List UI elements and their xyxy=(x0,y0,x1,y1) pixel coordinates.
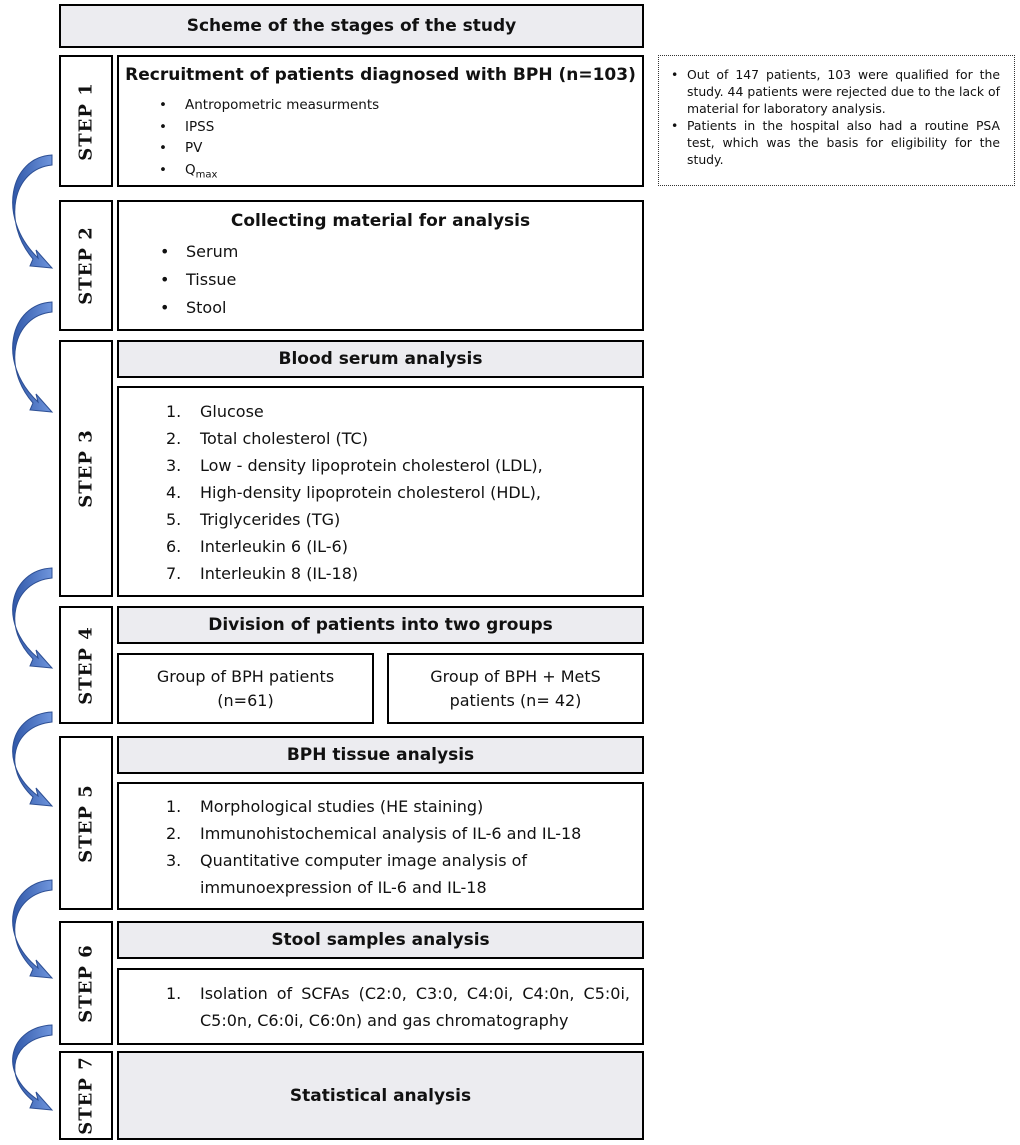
list-item: • PV xyxy=(185,138,379,160)
step-6-header: Stool samples analysis xyxy=(117,921,644,959)
step-6-label: STEP 6 xyxy=(59,921,113,1045)
group-bph: Group of BPH patients (n=61) xyxy=(117,653,374,724)
list-item: • Tissue xyxy=(186,266,238,294)
step-5-box xyxy=(117,782,644,910)
curved-arrow-3 xyxy=(13,568,52,668)
list-item: • Antropometric measurments xyxy=(185,95,379,117)
step-2-title: Collecting material for analysis xyxy=(230,211,531,231)
step-3-label: STEP 3 xyxy=(59,340,113,597)
scheme-title-text: Scheme of the stages of the study xyxy=(186,16,517,36)
step-5-header: BPH tissue analysis xyxy=(117,736,644,774)
step-2-box xyxy=(117,200,644,331)
list-item: • IPSS xyxy=(185,117,379,139)
step-1-box xyxy=(117,55,644,187)
step-3-header: Blood serum analysis xyxy=(117,340,644,378)
flow-arrows xyxy=(0,0,60,1145)
curved-arrow-4 xyxy=(13,712,52,806)
list-item xyxy=(185,160,379,186)
list-item: 2. Immunohistochemical analysis of IL-6 and IL-18 xyxy=(166,824,582,843)
step-5-list xyxy=(166,793,622,901)
q-symbol: Q xyxy=(185,161,196,178)
eligibility-note xyxy=(658,55,1015,186)
curved-arrow-5 xyxy=(13,880,52,978)
scheme-title xyxy=(59,4,644,48)
list-item: 1. Isolation of SCFAs (C2:0, C3:0, C4:0i, C4:0n, C5:0i, C5:0n, C6:0i, C6:0n) and gas chromatography xyxy=(166,984,630,1030)
step-4-label: STEP 4 xyxy=(59,606,113,724)
step-2-label: STEP 2 xyxy=(59,200,113,331)
step-1-title: Recruitment of patients diagnosed with BPH (n=103) xyxy=(125,65,636,85)
list-item: 5. Triglycerides (TG) xyxy=(166,510,341,529)
curved-arrow-2 xyxy=(13,302,52,412)
step-7-label: STEP 7 xyxy=(59,1051,113,1140)
list-item: • Stool xyxy=(186,294,238,322)
list-item: 1. Morphological studies (HE staining) xyxy=(166,797,484,816)
step-1-list xyxy=(185,95,379,186)
step-7-box: Statistical analysis xyxy=(117,1051,644,1140)
step-5-label: STEP 5 xyxy=(59,736,113,910)
step-1-label: STEP 1 xyxy=(59,55,113,187)
curved-arrow-6 xyxy=(13,1025,52,1110)
step-4-header: Division of patients into two groups xyxy=(117,606,644,644)
list-item: 4. High-density lipoprotein cholesterol (HDL), xyxy=(166,483,541,502)
q-subscript: max xyxy=(195,169,218,181)
list-item: 1. Glucose xyxy=(166,402,264,421)
group-bph-mets: Group of BPH + MetS patients (n= 42) xyxy=(387,653,644,724)
curved-arrow-1 xyxy=(13,155,52,268)
list-item: 3. Quantitative computer image analysis of immunoexpression of IL-6 and IL-18 xyxy=(166,851,528,897)
list-item: 2. Total cholesterol (TC) xyxy=(166,429,368,448)
list-item: 6. Interleukin 6 (IL-6) xyxy=(166,537,348,556)
step-6-list xyxy=(166,980,630,1034)
note-item: • Out of 147 patients, 103 were qualified for the study. 44 patients were rejected due to the lack of material for laboratory analysis. xyxy=(687,66,1000,117)
list-item: 7. Interleukin 8 (IL-18) xyxy=(166,564,359,583)
step-2-list xyxy=(186,238,238,322)
step-6-box xyxy=(117,968,644,1045)
step-3-box xyxy=(117,386,644,597)
list-item: 3. Low - density lipoprotein cholesterol (LDL), xyxy=(166,456,543,475)
list-item: • Serum xyxy=(186,238,238,266)
step-3-list xyxy=(166,398,543,587)
note-item: • Patients in the hospital also had a routine PSA test, which was the basis for eligibility for the study. xyxy=(687,117,1000,168)
